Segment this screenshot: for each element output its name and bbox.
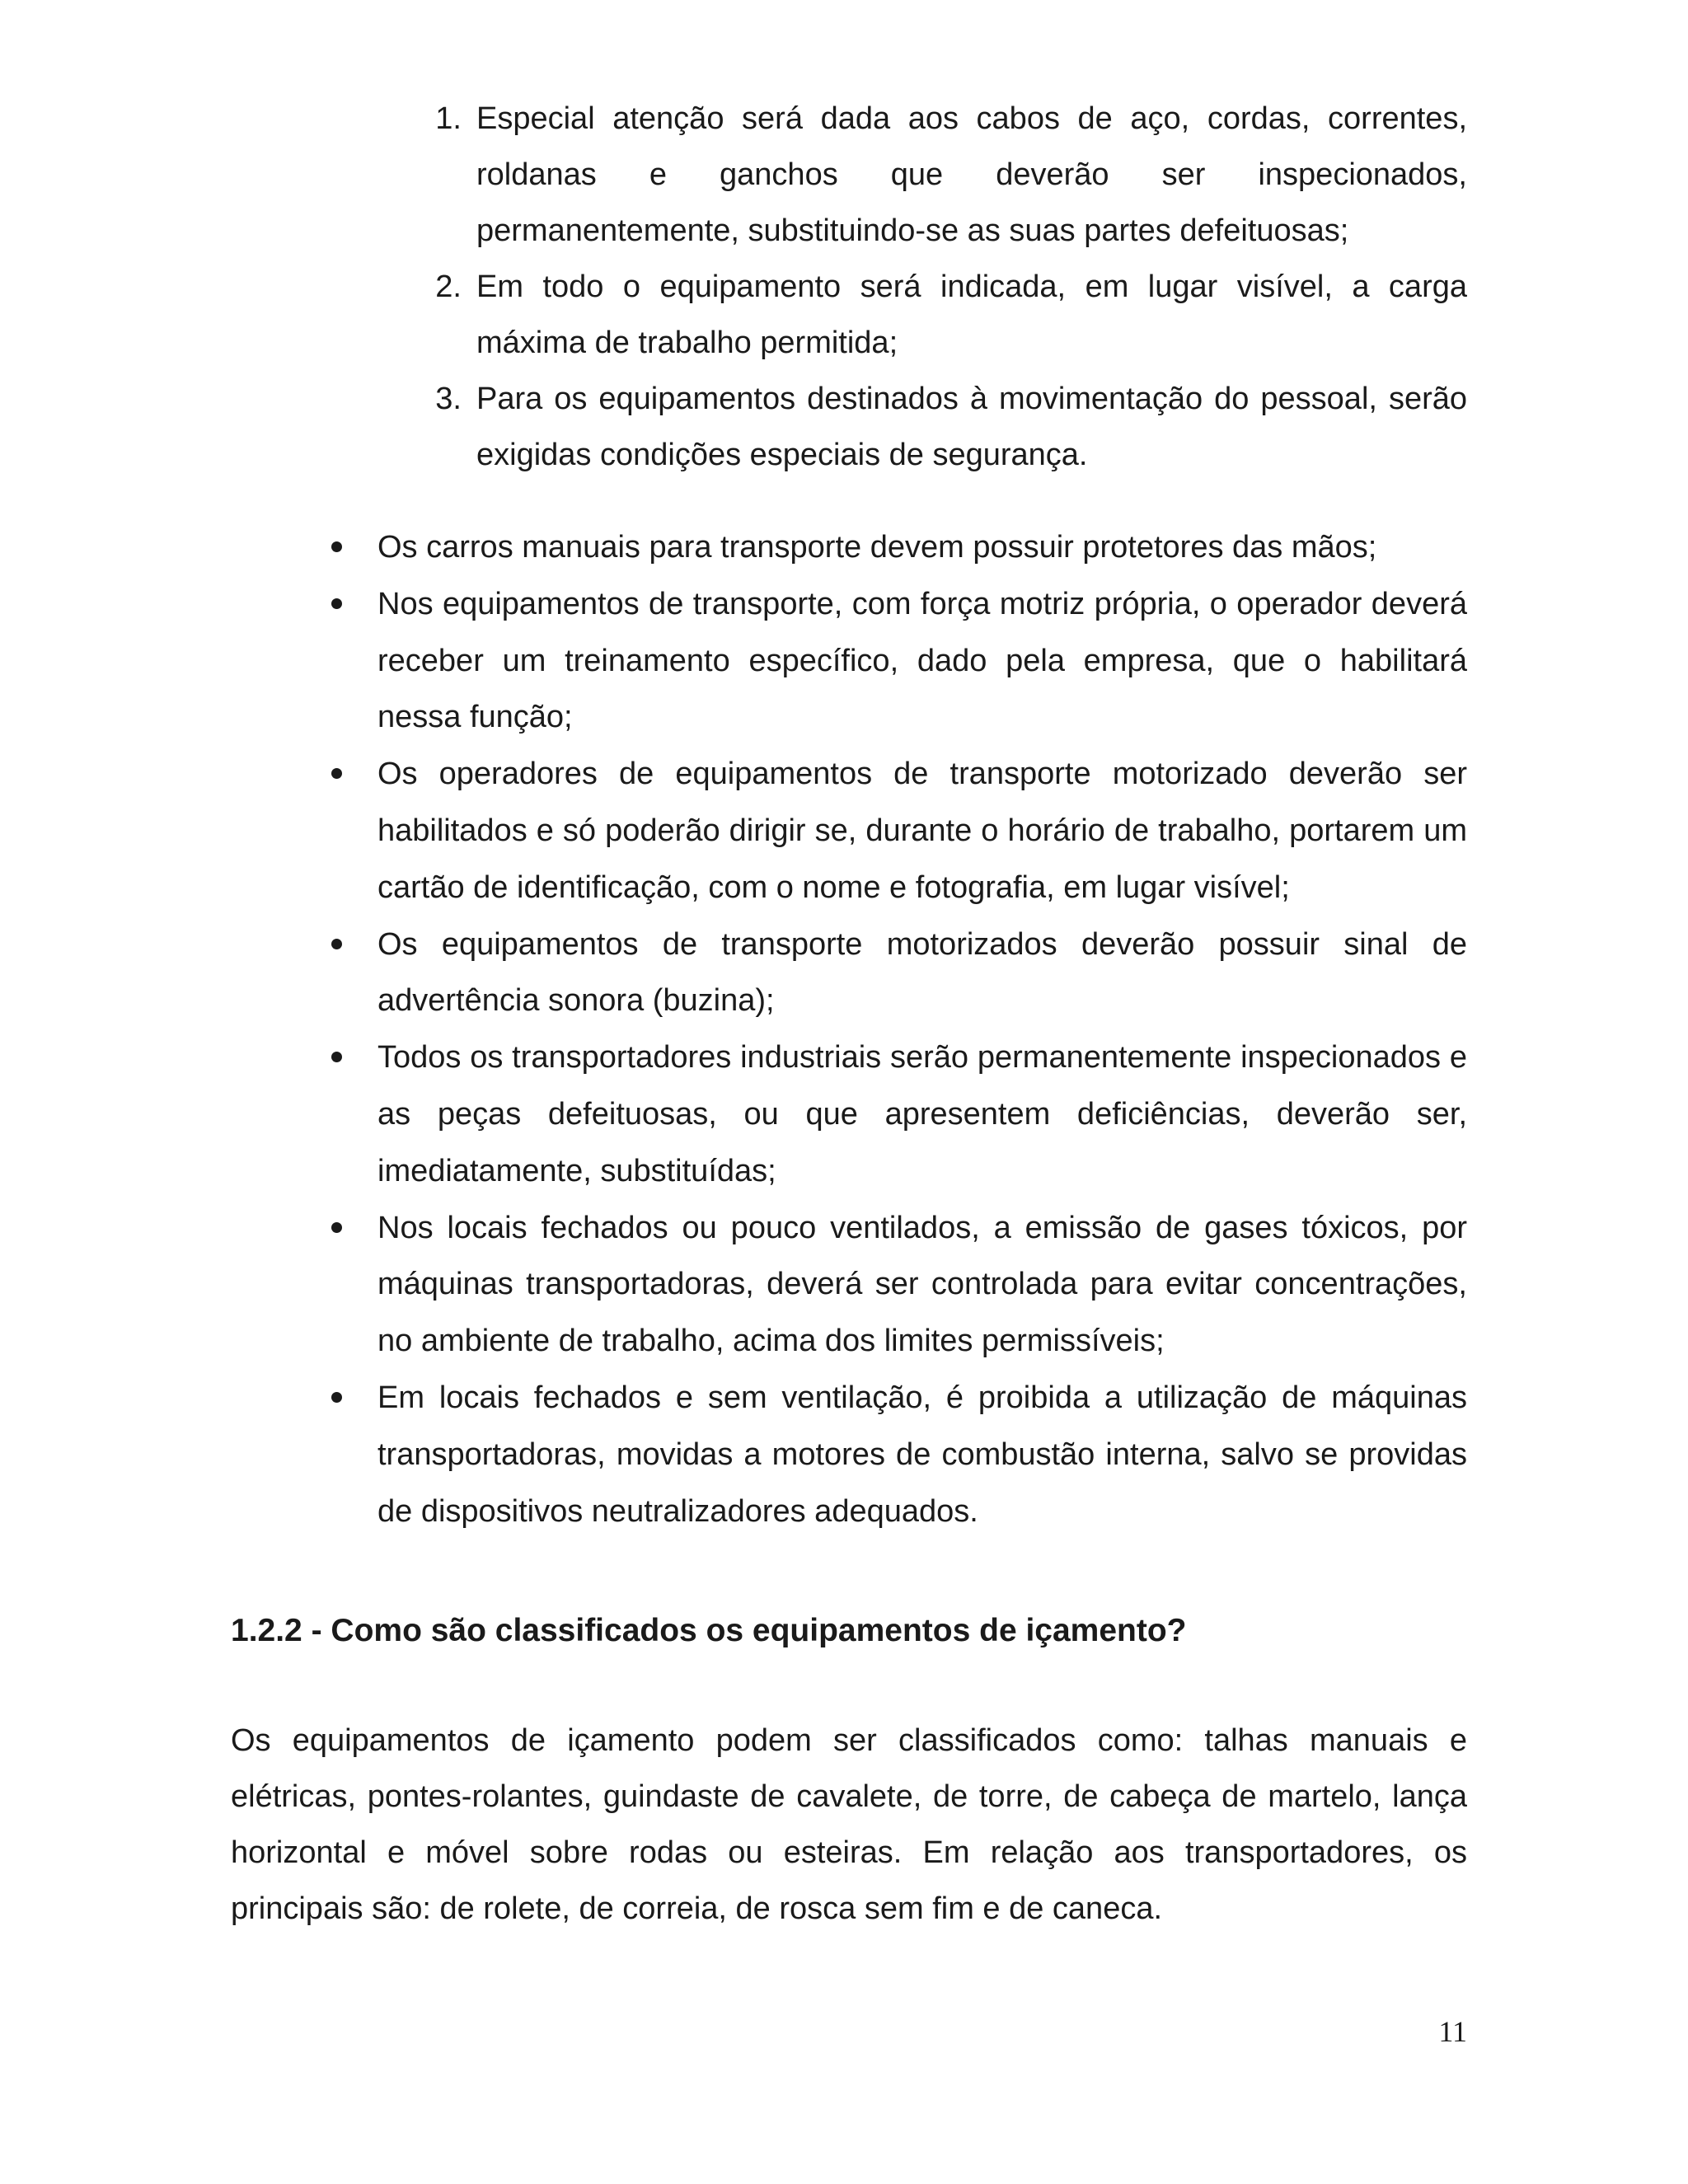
bullet-list-item <box>328 916 1467 1030</box>
bullet-list <box>328 519 1467 1540</box>
numbered-list <box>429 91 1467 483</box>
list-item-text: Especial atenção será dada aos cabos de aço, cordas, correntes, roldanas e ganchos que deverão ser inspecionados, permanentemente, substituindo-se as suas partes defeituosas; <box>476 101 1467 248</box>
section-heading: 1.2.2 - Como são classificados os equipamentos de içamento? <box>231 1613 1187 1648</box>
list-number: 1. <box>435 101 462 136</box>
numbered-list-item <box>429 371 1467 483</box>
bullet-icon <box>331 598 342 609</box>
bullet-icon <box>331 1392 342 1403</box>
bullet-item-text: Os carros manuais para transporte devem possuir protetores das mãos; <box>377 530 1377 565</box>
list-item-text: Para os equipamentos destinados à movimentação do pessoal, serão exigidas condições especiais de segurança. <box>476 382 1467 472</box>
numbered-list-item <box>429 91 1467 259</box>
bullet-list-item <box>328 576 1467 746</box>
bullet-item-text: Em locais fechados e sem ventilação, é proibida a utilização de máquinas transportadoras, movidas a motores de combustão interna, salvo se providas de dispositivos neutralizadores adequados. <box>377 1380 1467 1529</box>
bullet-item-text: Os equipamentos de transporte motorizados deverão possuir sinal de advertência sonora (buzina); <box>377 926 1467 1019</box>
bullet-item-text: Nos locais fechados ou pouco ventilados, a emissão de gases tóxicos, por máquinas transportadoras, deverá ser controlada para evitar concentrações, no ambiente de trabalho, acima dos limites permissíveis; <box>377 1210 1467 1359</box>
bullet-icon <box>331 541 342 552</box>
bullet-list-item <box>328 1029 1467 1199</box>
bullet-list-item <box>328 746 1467 916</box>
bullet-list-item <box>328 1370 1467 1540</box>
bullet-icon <box>331 939 342 949</box>
bullet-item-text: Os operadores de equipamentos de transporte motorizado deverão ser habilitados e só poderão dirigir se, durante o horário de trabalho, portarem um cartão de identificação, com o nome e fotografia, em lugar visível; <box>377 757 1467 905</box>
bullet-icon <box>331 768 342 779</box>
bullet-icon <box>331 1222 342 1233</box>
body-paragraph: Os equipamentos de içamento podem ser classificados como: talhas manuais e elétricas, pontes-rolantes, guindaste de cavalete, de torre, de cabeça de martelo, lança horizontal e móvel sobre rodas ou esteiras. Em relação aos transportadores, os principais são: de rolete, de correia, de rosca sem fim e de caneca. <box>231 1723 1467 1926</box>
bullet-list-item <box>328 519 1467 576</box>
bullet-list-item <box>328 1200 1467 1370</box>
bullet-icon <box>331 1052 342 1062</box>
bullet-item-text: Nos equipamentos de transporte, com força motriz própria, o operador deverá receber um treinamento específico, dado pela empresa, que o habilitará nessa função; <box>377 586 1467 735</box>
numbered-list-item <box>429 259 1467 371</box>
list-number: 3. <box>435 382 462 416</box>
bullet-item-text: Todos os transportadores industriais serão permanentemente inspecionados e as peças defeituosas, ou que apresentem deficiências, deverão ser, imediatamente, substituídas; <box>377 1040 1467 1188</box>
list-number: 2. <box>435 269 462 304</box>
list-item-text: Em todo o equipamento será indicada, em lugar visível, a carga máxima de trabalho permitida; <box>476 269 1467 360</box>
page-number: 11 <box>1438 2015 1467 2048</box>
